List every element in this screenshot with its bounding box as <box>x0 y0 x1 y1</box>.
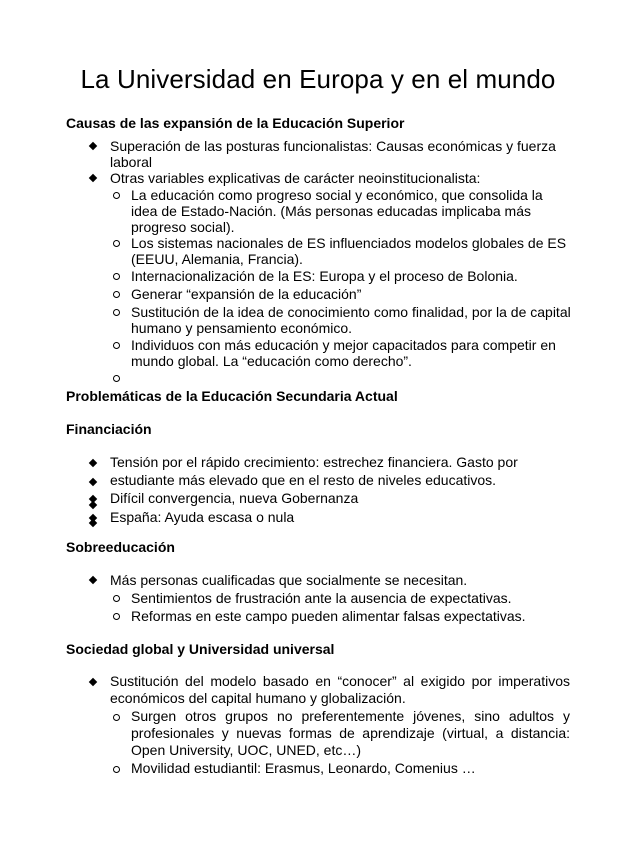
circle-bullet-icon <box>113 375 120 382</box>
list-item: España: Ayuda escasa o nula <box>88 508 572 526</box>
circle-bullet-icon <box>113 192 120 199</box>
list-item: Otras variables explicativas de carácter neoinstitucionalista: <box>88 170 572 186</box>
heading-problematicas: Problemáticas de la Educación Secundaria Actual <box>66 388 398 404</box>
circle-bullet-icon <box>113 714 120 721</box>
diamond-bullet-icon <box>89 459 97 467</box>
sub-list-item: Sentimientos de frustración ante la ausencia de expectativas. <box>88 589 572 607</box>
circle-bullet-icon <box>113 613 120 620</box>
circle-bullet-icon <box>113 595 120 602</box>
heading-financiacion: Financiación <box>66 421 152 437</box>
heading-causas: Causas de las expansión de la Educación Superior <box>66 115 405 131</box>
circle-bullet-icon <box>113 766 120 773</box>
circle-bullet-icon <box>113 309 120 316</box>
circle-bullet-icon <box>113 342 120 349</box>
circle-bullet-icon <box>113 273 120 280</box>
diamond-bullet-icon <box>89 678 97 686</box>
diamond-bullet-icon <box>89 142 97 150</box>
sub-list-item: Generar “expansión de la educación” <box>88 286 572 302</box>
heading-sociedad: Sociedad global y Universidad universal <box>66 641 335 657</box>
list-financiacion <box>88 453 572 526</box>
list-sobreeducacion <box>88 571 572 625</box>
sub-list-item: Los sistemas nacionales de ES influenciados modelos globales de ES (EEUU, Alemania, Francia). <box>88 235 572 267</box>
sub-list-item: Internacionalización de la ES: Europa y el proceso de Bolonia. <box>88 268 572 284</box>
page-title: La Universidad en Europa y en el mundo <box>80 64 556 94</box>
list-sociedad <box>88 673 570 777</box>
sub-list-item: Surgen otros grupos no preferentemente jóvenes, sino adultos y profesionales y nuevas formas de aprendizaje (virtual, a distancia: Open University, UOC, UNED, etc…) <box>88 708 570 759</box>
sub-list-item: La educación como progreso social y económico, que consolida la idea de Estado-Nación. (Más personas educadas implicaba más progreso social). <box>88 187 572 235</box>
list-item: Tensión por el rápido crecimiento: estrechez financiera. Gasto por estudiante más elevado que en el resto de niveles educativos. <box>88 453 572 489</box>
heading-sobreeducacion: Sobreeducación <box>66 539 175 555</box>
list-causas <box>88 138 572 386</box>
sub-list-item-empty <box>88 370 572 386</box>
list-item: Difícil convergencia, nueva Gobernanza <box>88 489 572 507</box>
circle-bullet-icon <box>113 291 120 298</box>
diamond-bullet-icon <box>89 576 97 584</box>
circle-bullet-icon <box>113 240 120 247</box>
list-item: Superación de las posturas funcionalistas: Causas económicas y fuerza laboral <box>88 138 572 170</box>
sub-list-item: Individuos con más educación y mejor capacitados para competir en mundo global. La “educación como derecho”. <box>88 337 572 369</box>
list-item: Sustitución del modelo basado en “conocer” al exigido por imperativos económicos del capital humano y globalización. <box>88 673 570 707</box>
diamond-bullet-icon <box>89 174 97 182</box>
sub-list-item: Reformas en este campo pueden alimentar falsas expectativas. <box>88 607 572 625</box>
sub-list-item: Sustitución de la idea de conocimiento como finalidad, por la de capital humano y pensamiento económico. <box>88 304 572 336</box>
list-item: Más personas cualificadas que socialmente se necesitan. <box>88 571 572 589</box>
sub-list-item: Movilidad estudiantil: Erasmus, Leonardo, Comenius … <box>88 760 570 777</box>
